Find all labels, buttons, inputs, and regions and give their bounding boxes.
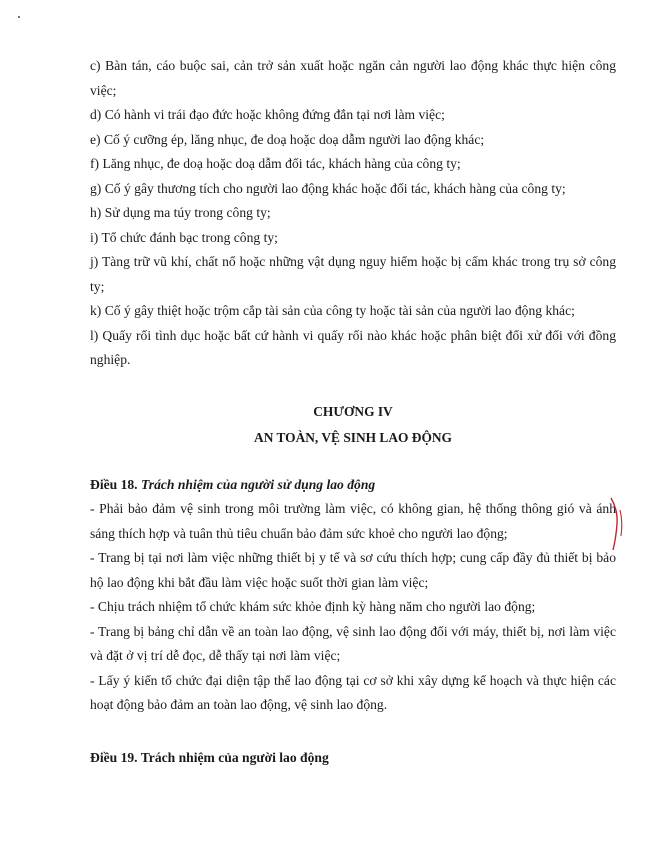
list-item-i: i) Tổ chức đánh bạc trong công ty; <box>90 229 278 245</box>
list-item-j: j) Tàng trữ vũ khí, chất nổ hoặc những vật dụng nguy hiểm hoặc bị cấm khác trong trụ sở công ty; <box>90 254 616 294</box>
list-item-f: f) Lăng nhục, đe doạ hoặc doạ dẫm đối tác, khách hàng của công ty; <box>90 156 461 171</box>
list-item-e: e) Cố ý cưỡng ép, lăng nhục, đe doạ hoặc doạ dẫm người lao động khác; <box>90 131 485 147</box>
article-18-title: Trách nhiệm của người sử dụng lao động <box>140 476 376 492</box>
chapter-title: AN TOÀN, VỆ SINH LAO ĐỘNG <box>254 429 452 445</box>
article-18-heading <box>90 473 616 498</box>
document-page <box>90 54 616 770</box>
scan-speck <box>18 16 20 18</box>
article-18-number: Điều 18. <box>90 476 138 492</box>
article-18-item: - Chịu trách nhiệm tổ chức khám sức khỏe định kỳ hàng năm cho người lao động; <box>90 599 536 614</box>
list-item-l: l) Quấy rối tình dục hoặc bất cứ hành vi quấy rối nào khác hoặc phân biệt đối xử đối với đồng nghiệp. <box>90 327 616 367</box>
article-18-item: - Lấy ý kiến tổ chức đại diện tập thể lao động tại cơ sở khi xây dựng kế hoạch và thực hiện các hoạt động bảo đảm an toàn lao động, vệ sinh lao động. <box>90 672 616 712</box>
chapter-number: CHƯƠNG IV <box>313 403 393 419</box>
list-item-k: k) Cố ý gây thiệt hoặc trộm cắp tài sản của công ty hoặc tài sản của người lao động khác; <box>90 303 575 318</box>
article-18-item: - Trang bị bảng chỉ dẫn về an toàn lao động, vệ sinh lao động đối với máy, thiết bị, nơi làm việc và đặt ở vị trí dễ đọc, dễ thấy tại nơi làm việc; <box>90 623 616 663</box>
article-18-item: - Trang bị tại nơi làm việc những thiết bị y tế và sơ cứu thích hợp; cung cấp đầy đủ thiết bị bảo hộ lao động khi bắt đầu làm việc hoặc suốt thời gian làm việc; <box>90 550 616 590</box>
article-18-item: - Phải bảo đảm vệ sinh trong môi trường làm việc, có không gian, hệ thống thông gió và ánh sáng thích hợp và tuân thủ tiêu chuẩn bảo đảm sức khoẻ cho người lao động; <box>90 501 616 541</box>
list-item-g: g) Cố ý gây thương tích cho người lao động khác hoặc đối tác, khách hàng của công ty; <box>90 180 566 196</box>
red-ink-mark <box>609 496 627 552</box>
list-item-d: d) Có hành vi trái đạo đức hoặc không đứng đắn tại nơi làm việc; <box>90 107 445 122</box>
article-19-heading: Điều 19. Trách nhiệm của người lao động <box>90 749 329 765</box>
list-item-h: h) Sử dụng ma túy trong công ty; <box>90 205 271 220</box>
list-item-c: c) Bàn tán, cáo buộc sai, cản trở sản xuất hoặc ngăn cản người lao động khác thực hiện công việc; <box>90 58 616 98</box>
